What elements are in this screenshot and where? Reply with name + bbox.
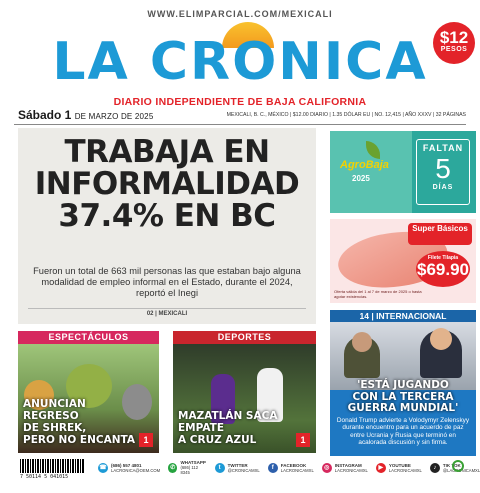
social-link-facebook[interactable] [268, 460, 314, 475]
social-name: FACEBOOK [280, 462, 307, 468]
price-amount: $12 [439, 28, 469, 47]
supermarket-ad[interactable] [330, 219, 476, 303]
social-link-phone[interactable] [98, 460, 160, 475]
countdown-panel [416, 139, 470, 205]
site-url[interactable]: WWW.ELIMPARCIAL.COM/MEXICALI [147, 9, 333, 19]
social-links [98, 460, 480, 475]
whatsapp-icon: ✆ [168, 463, 177, 473]
youtube-icon: ▶ [376, 463, 386, 473]
story-headline-line: PERO NO ENCANTA [23, 434, 135, 446]
facebook-icon: f [268, 463, 278, 473]
person-head-left [352, 332, 372, 352]
ad-brand: Super Básicos [408, 223, 472, 245]
social-handle: @LACRONICAMXL [442, 467, 480, 473]
tiktok-icon: ♪ [430, 463, 440, 473]
social-handle: LACRONICAMXL [280, 467, 314, 473]
social-handle: @CRONICAMXL [227, 467, 260, 473]
story-card-deportes[interactable] [173, 331, 316, 453]
social-name: TIK TOK [442, 462, 461, 468]
dateline [18, 108, 153, 122]
twitter-icon: t [215, 463, 225, 473]
countdown-label: FALTAN [422, 143, 464, 153]
social-handle: LACRONICAMXL [388, 467, 422, 473]
social-name: (686) 557 4801 [111, 462, 142, 468]
social-name: YOUTUBE [388, 462, 411, 468]
story-headline-line: ANUNCIAN REGRESO [23, 398, 86, 422]
masthead-divider [14, 124, 466, 125]
ad-price-label: Filete Tilapia [427, 255, 459, 261]
barcode [20, 459, 84, 473]
agrobaja-year: 2025 [352, 174, 370, 183]
edition-info: MEXICALI, B. C., MÉXICO | $12.00 DIARIO | 1.35 DÓLAR EU | NO. 12,415 | AÑO XXXV | 32 PÁGINAS [226, 112, 466, 118]
story-page-number: 1 [296, 433, 310, 447]
countdown-number: 5 [435, 153, 451, 184]
story-page-number: 1 [139, 433, 153, 447]
recycle-icon [452, 460, 464, 472]
lead-page-ref: 02 | MEXICALI [28, 308, 306, 318]
social-link-instagram[interactable] [322, 460, 368, 475]
social-name: TWITTER [227, 462, 248, 468]
lead-summary: Fueron un total de 663 mil personas las que estaban bajo alguna modalidad de empleo informal en el Estado, durante el 2024, reportó el Inegi [33, 266, 301, 298]
instagram-icon: ◎ [322, 463, 332, 473]
international-body: Donald Trump advierte a Volodymyr Zelenskyy durante encuentro para un acuerdo de paz entre Ucrania y Rusia que terminó en acalorada discusión y sin firma. [336, 417, 470, 447]
story-section-bar: ESPECTÁCULOS [18, 331, 159, 344]
story-headline-line: MAZATLÁN SACA EMPATE [178, 410, 278, 434]
agrobaja-brand: AgroBaja [340, 159, 389, 171]
lead-headline-line: INFORMALIDAD [34, 166, 300, 202]
story-headline [178, 410, 304, 446]
countdown-unit: DÍAS [432, 184, 454, 191]
lead-story[interactable] [18, 128, 316, 324]
lead-headline [18, 136, 316, 232]
social-handle: LACRONICAMXL [334, 467, 368, 473]
social-handle: (686) 112 8345 [180, 465, 199, 475]
tagline: DIARIO INDEPENDIENTE DE BAJA CALIFORNIA [113, 96, 367, 108]
international-story[interactable] [330, 310, 476, 456]
social-link-youtube[interactable] [376, 460, 422, 475]
lead-headline-line: TRABAJA EN [64, 134, 270, 170]
newspaper-logo: LA CRONICA [52, 32, 428, 92]
ad-price-badge [416, 251, 470, 287]
international-section-bar: 14 | INTERNACIONAL [330, 310, 476, 322]
story-headline [23, 398, 141, 446]
lead-headline-line: 37.4% EN BC [58, 198, 276, 234]
person-head-right [430, 328, 452, 350]
ad-legal: Oferta válida del 1 al 7 de marzo de 2025 o hasta agotar existencias. [334, 289, 422, 299]
date-day: Sábado 1 [18, 108, 72, 122]
international-headline [334, 380, 472, 415]
social-link-twitter[interactable] [215, 460, 260, 475]
international-headline-line: CON LA TERCERA [352, 390, 454, 403]
story-section-bar: DEPORTES [173, 331, 316, 344]
social-handle: LACRONICA@OEM.COM [111, 467, 161, 473]
story-headline-line: DE SHREK, [23, 422, 87, 434]
international-headline-line: 'ESTÁ JUGANDO [357, 379, 449, 391]
agrobaja-banner[interactable] [330, 131, 476, 213]
ad-price-value: $69.90 [417, 260, 469, 279]
story-headline-line: A CRUZ AZUL [178, 434, 257, 446]
social-link-whatsapp[interactable] [168, 460, 206, 475]
phone-icon: ☎ [99, 464, 107, 471]
social-name: WHATSAPP [180, 460, 206, 465]
international-headline-line: GUERRA MUNDIAL' [347, 402, 459, 414]
barcode-number: 7 50114 5 041015 [20, 474, 69, 480]
date-rest: DE MARZO DE 2025 [74, 112, 154, 121]
social-name: INSTAGRAM [334, 462, 362, 468]
story-card-espectaculos[interactable] [18, 331, 159, 453]
price-currency: PESOS [440, 46, 468, 53]
price-badge [433, 22, 475, 64]
